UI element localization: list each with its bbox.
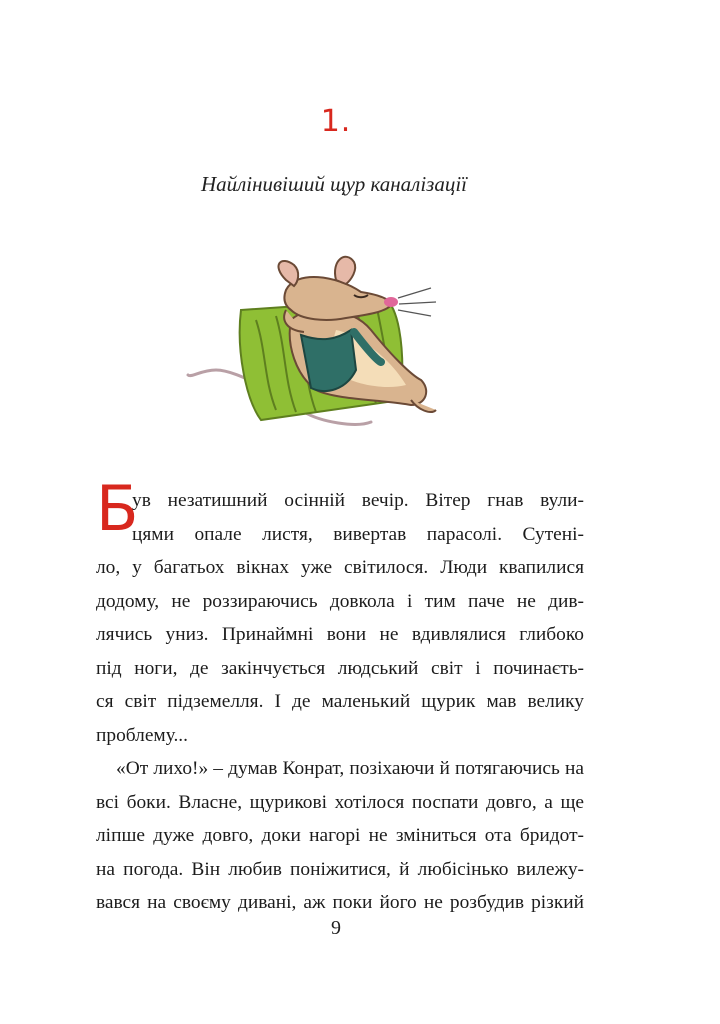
text-line: на погода. Він любив поніжитися, й любісінько вилежу-: [96, 858, 584, 880]
chapter-title: Найлінивіший щур каналізації: [200, 172, 468, 196]
drop-cap: Б: [96, 472, 139, 545]
text-line: додому, не роззираючись довкола і тим паче не див-: [96, 590, 584, 612]
text-line: ло, у багатьох вікнах уже світилося. Люди квапилися: [96, 557, 584, 578]
text-line: лячись униз. Принаймні вони не вдивлялися глибоко: [96, 624, 584, 645]
page-number: 9: [331, 917, 341, 939]
text-line: ся світ підземелля. І де маленький щурик мав велику: [96, 691, 584, 712]
text-line: ув незатишний осінній вечір. Вітер гнав вули-: [132, 490, 584, 511]
chapter-number: 1.: [320, 104, 352, 139]
text-line: вався на своєму дивані, аж поки його не розбудив різкий: [96, 892, 584, 913]
text-line: під ноги, де закінчується людський світ і починаєть-: [96, 657, 584, 679]
text-line: ліпше дуже довго, доки нагорі не зміниться ота бридот-: [96, 825, 584, 846]
text-line: цями опале листя, вивертав парасолі. Сутені-: [132, 523, 584, 545]
text-line: всі боки. Власне, щурикові хотілося поспати довго, а ще: [96, 791, 584, 813]
rat-on-cushion-illustration: [186, 250, 448, 435]
chapter-body: [96, 472, 584, 920]
text-line: проблему...: [96, 724, 189, 746]
text-line: «От лихо!» – думав Конрат, позіхаючи й потягаючись на: [116, 758, 584, 779]
